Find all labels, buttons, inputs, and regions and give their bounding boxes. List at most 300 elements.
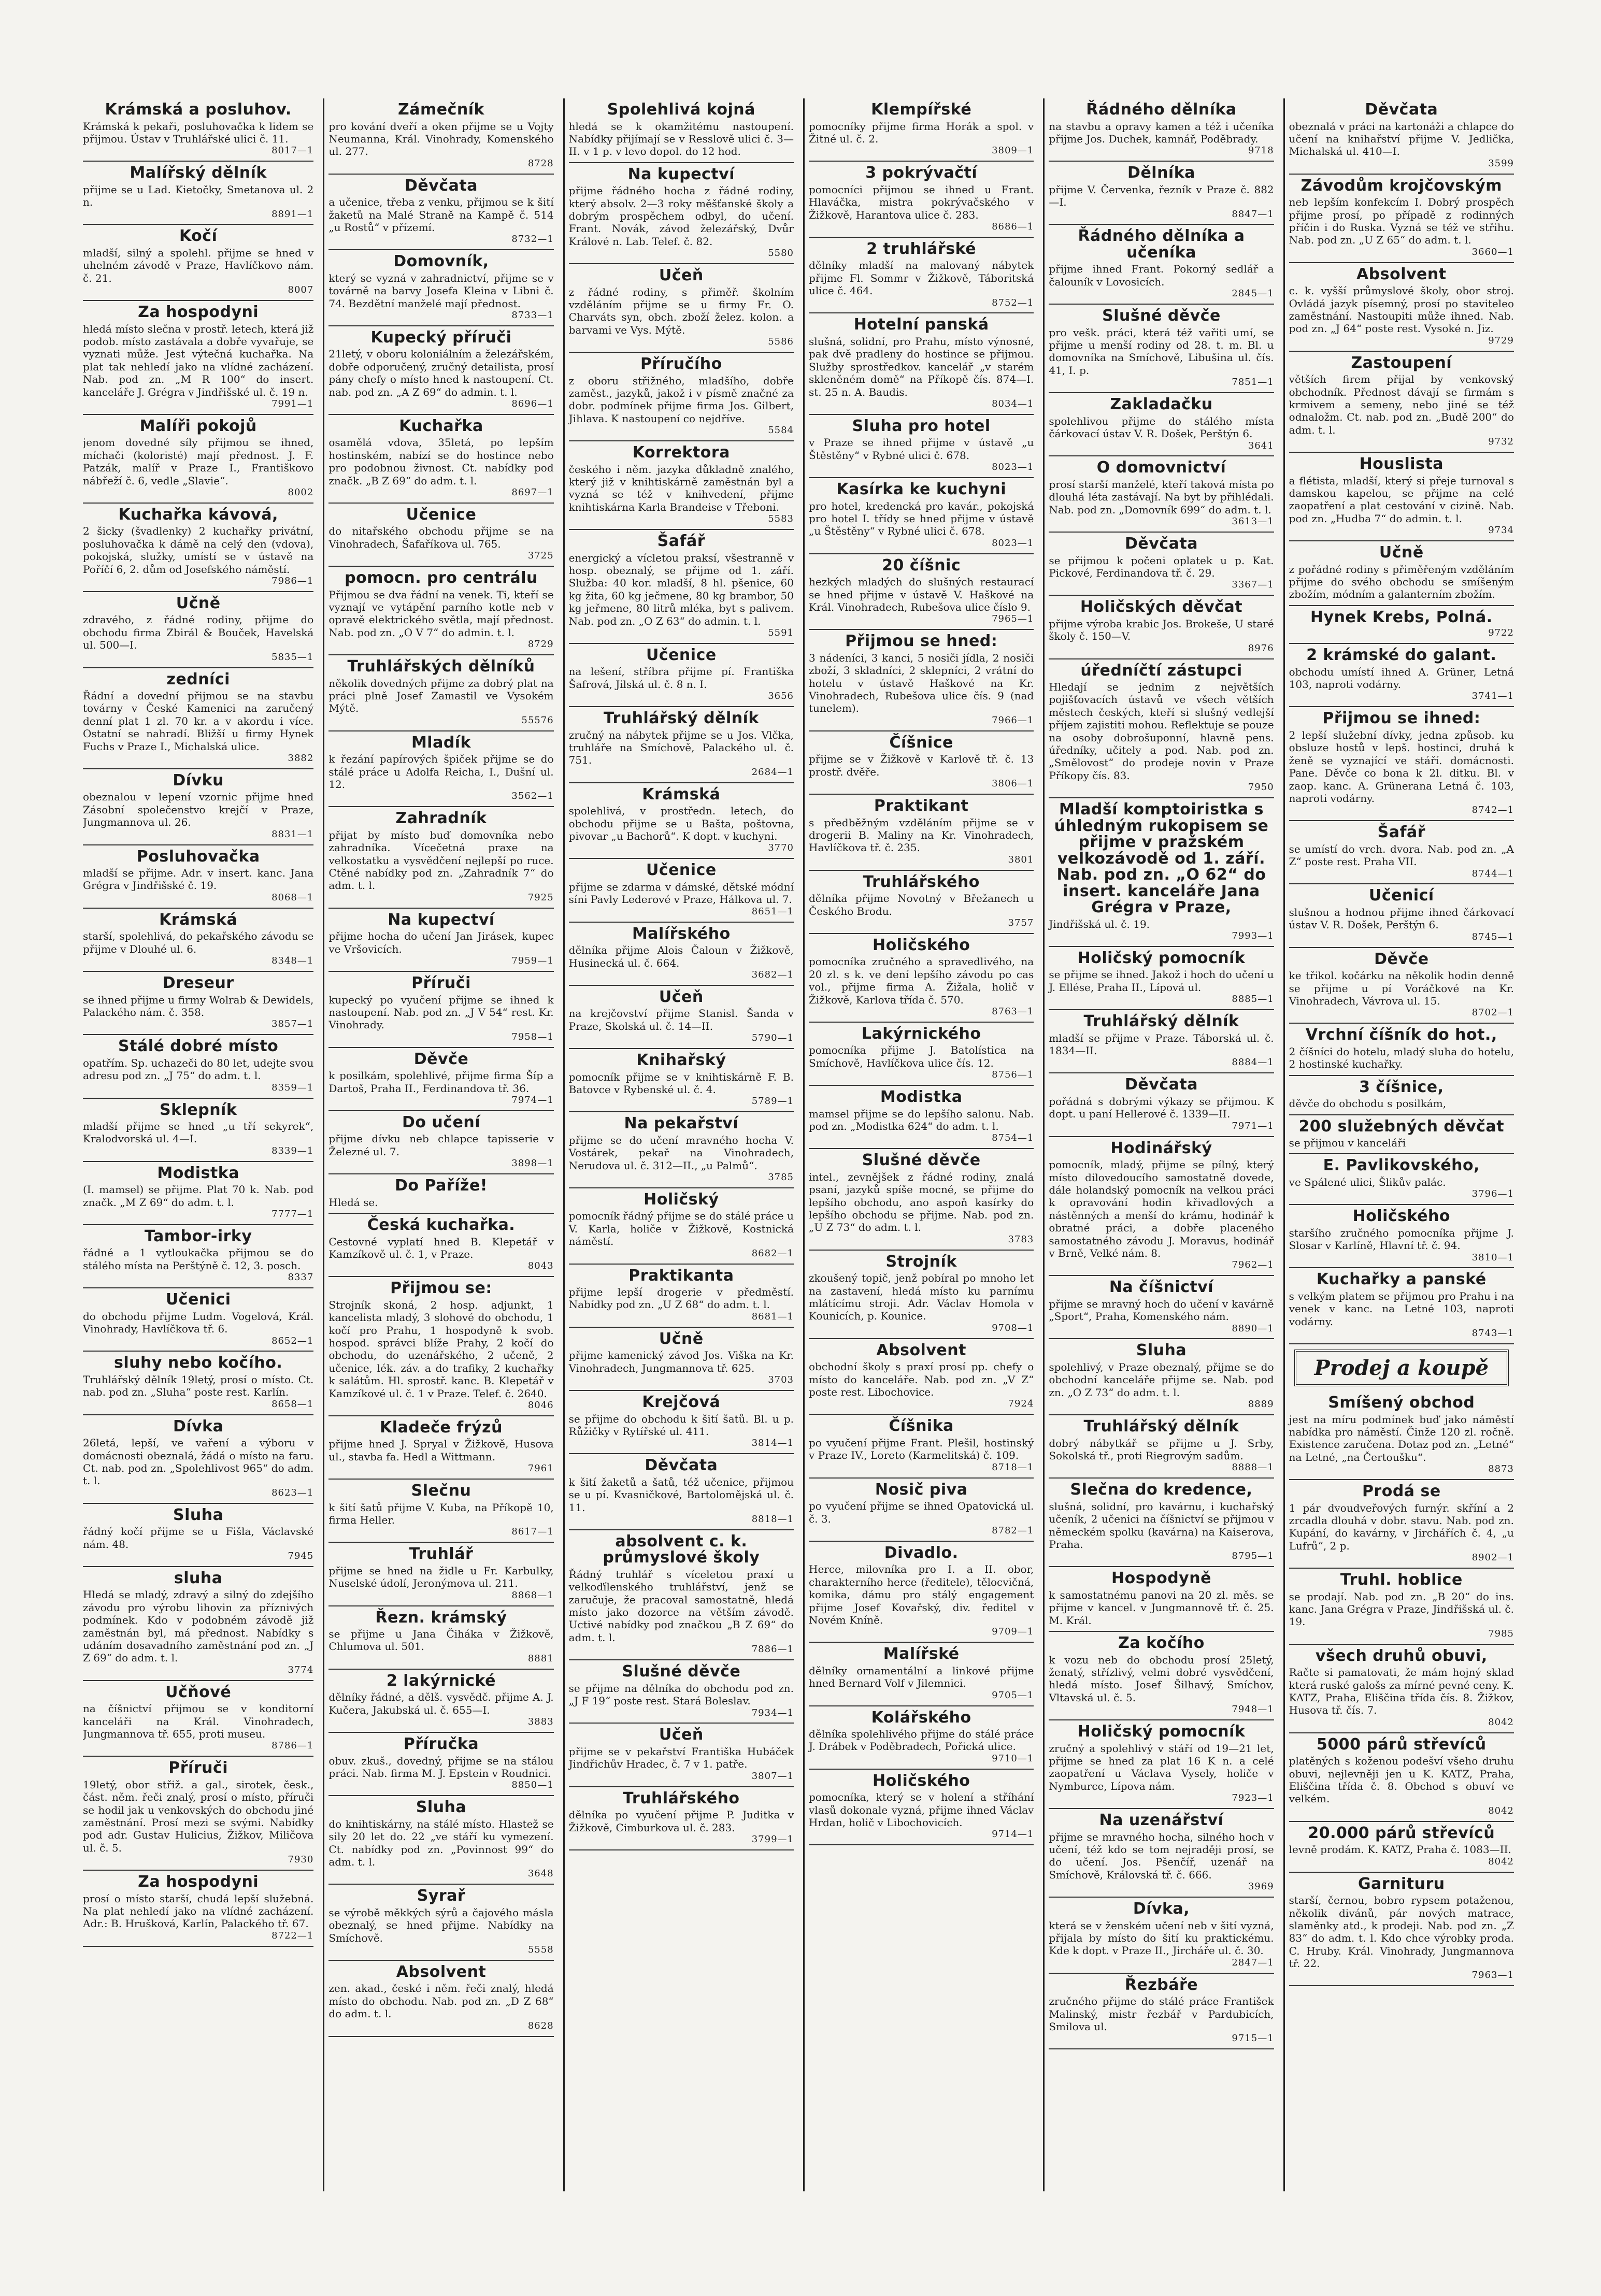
ad-code: 7963—1 bbox=[1471, 1970, 1514, 1981]
ad-title: Učně bbox=[176, 594, 221, 612]
ad-text bbox=[1289, 843, 1514, 880]
ad-body: jenom dovedné síly přijmou se ihned, míchači (koloristé) mají přednost. J. F. Patzák, malíř v Praze I., Františkovo nábřeží č. 6, vedle „Slavie“. bbox=[83, 436, 314, 487]
ad-title: Slušné děvče bbox=[1102, 307, 1221, 325]
ad-text bbox=[1049, 415, 1274, 452]
newspaper-page bbox=[83, 98, 1518, 2191]
ad-text bbox=[1289, 1176, 1514, 1200]
column-3 bbox=[563, 98, 798, 2191]
classified-ad bbox=[569, 707, 794, 783]
classified-ad bbox=[809, 554, 1034, 630]
ad-body: se přijmou k počeni oplatek u p. Kat. Pickové, Ferdinandova tř. č. 29. bbox=[1049, 554, 1274, 579]
ad-body: spolehlivý, v Praze obeznalý, přijme se do obchodní kanceláře přijme se. Nab. pod zn. „O Z 73“ do adm. t. l. bbox=[1049, 1360, 1274, 1399]
classified-ad bbox=[1289, 98, 1514, 175]
ad-code: 3725 bbox=[527, 550, 554, 562]
classified-ad bbox=[83, 1225, 313, 1288]
ad-code: 3660—1 bbox=[1471, 246, 1514, 257]
ad-text bbox=[1049, 1589, 1274, 1627]
classified-ad bbox=[328, 1670, 553, 1733]
classified-ad bbox=[328, 415, 553, 504]
ad-body: pro kování dveří a oken přijme se u Vojty Neumanna, Král. Vinohrady, Komenského ul. 277. bbox=[328, 120, 554, 158]
ad-body: přijme dívku neb chlapce tapisserie v Železné ul. 7. bbox=[328, 1132, 554, 1158]
classified-ad bbox=[83, 972, 313, 1035]
ad-title: O domovnictví bbox=[1096, 458, 1226, 477]
ad-code: 8023—1 bbox=[992, 462, 1034, 473]
ad-body: prosí o místo starší, chudá lepší služebná. Na plat nehledí jako na vlídné zacházení. Adr.: B. Hrušková, Karlín, Palackého tř. 67. bbox=[83, 1892, 314, 1930]
ad-title: Malířské bbox=[883, 1645, 960, 1663]
ad-text bbox=[328, 1565, 553, 1601]
ad-body: spolehlivá, v prostředn. letech, do obchodu přijme se u Bašta, poštovna, pivovar „u Bachorů“. K dopt. v kuchyni. bbox=[568, 805, 794, 843]
ad-code: 8795—1 bbox=[1232, 1551, 1274, 1562]
classified-ad bbox=[328, 98, 553, 175]
ad-body: na číšnictví přijmou se v konditorní kanceláři na Král. Vinohradech, Jungmannova tř. 655, proti museu. bbox=[83, 1702, 314, 1741]
ad-title: Kladeče frýzů bbox=[380, 1418, 503, 1437]
ad-text bbox=[1049, 120, 1274, 157]
ad-title: Dívka bbox=[173, 1417, 224, 1436]
ad-title: Holičský bbox=[644, 1190, 719, 1209]
ad-title: Učenice bbox=[646, 645, 717, 664]
ad-body: na krejčovství přijme Stanisl. Šanda v Praze, Skolská ul. č. 14—II. bbox=[568, 1007, 794, 1032]
classified-ad bbox=[83, 225, 313, 301]
classified-ad bbox=[569, 1265, 794, 1328]
ad-text bbox=[1049, 1095, 1274, 1132]
ad-title: Kolářského bbox=[871, 1708, 971, 1727]
ad-code: 3599 bbox=[1488, 157, 1514, 169]
ad-body: pomocník řádný přijme se do stálé práce u V. Karla, holiče v Žižkově, Kostnická náměstí. bbox=[568, 1210, 794, 1248]
ad-body: Řádní a dovední přijmou se na stavbu továrny v České Kamenici na zaručený denní plat 1 zl. 70 kr. a v akordu i více. Ostatní se nahradí. Bližší u firmy Hynek Fuchs v Praze I., Michalská ulice. bbox=[83, 690, 314, 753]
classified-ad bbox=[328, 655, 553, 731]
classified-ad bbox=[1289, 541, 1514, 606]
ad-title: Učenice bbox=[406, 505, 477, 524]
ad-body: 1 pár dvoudveřových furnýr. skříní a 2 zrcadla dlouhá v dobr. stavu. Nab. pod zn. Kupání, do kavárny, v Jirchářích č. 4, „u Lufrů“, 2 p. bbox=[1289, 1501, 1514, 1552]
classified-ad bbox=[809, 630, 1034, 731]
classified-ad bbox=[1289, 1645, 1514, 1733]
ad-text bbox=[83, 1310, 313, 1347]
ad-code: 7950 bbox=[1248, 782, 1274, 793]
ad-title: Na uzenářství bbox=[1099, 1811, 1224, 1830]
ad-code: 7965—1 bbox=[992, 613, 1034, 625]
classified-ad bbox=[569, 783, 794, 859]
classified-ad bbox=[1289, 263, 1514, 352]
classified-ad bbox=[83, 1757, 313, 1871]
ad-title: Absolvent bbox=[1356, 265, 1447, 283]
ad-title: Kasírka ke kuchyni bbox=[836, 480, 1006, 499]
ad-code: 9708—1 bbox=[992, 1322, 1034, 1333]
ad-body: 2 číšníci do hotelu, mladý sluha do hotelu, 2 hostinské kuchařky. bbox=[1289, 1045, 1514, 1071]
ad-body: přijme se v pekařství Františka Hubáček Jindřichův Hradec, č. 7 v 1. patře. bbox=[568, 1745, 794, 1771]
classified-ad bbox=[328, 567, 553, 655]
ad-body: zručný na nábytek přijme se u Jos. Vlčka, truhláře na Smíchově, Palackého ul. č. 751. bbox=[568, 728, 794, 767]
classified-ad bbox=[1289, 606, 1514, 644]
ad-title: Kočí bbox=[179, 227, 218, 246]
ad-text bbox=[328, 1691, 553, 1728]
ad-title: Vrchní číšník do hot., bbox=[1305, 1026, 1497, 1044]
ad-code: 7961 bbox=[527, 1463, 554, 1474]
classified-ad bbox=[569, 923, 794, 986]
ad-text bbox=[809, 1500, 1034, 1537]
ad-title: Kuchařky a panské bbox=[1316, 1270, 1486, 1289]
classified-ad bbox=[569, 1188, 794, 1265]
ad-body: se ihned přijme u firmy Wolrab & Dewidels, Palackého nám. č. 358. bbox=[83, 993, 314, 1018]
classified-ad bbox=[569, 1787, 794, 1850]
classified-ad bbox=[569, 859, 794, 922]
ad-body: přijme se mravný hoch do učení v kavárně „Sport“, Praha, Komenského nám. bbox=[1049, 1297, 1274, 1323]
ad-body: přijme se mravného hocha, silného hoch v učení, též kdo se tom nejraději prosí, se do učení. Jos. Pšenčíř, uzenář na Smíchově, Královská tř. č. 666. bbox=[1049, 1830, 1274, 1881]
ad-body: prosí starší manželé, kteří taková místa po dlouhá léta zastávají. Na byt by přihlédali. Nab. pod zn. „Domovník 699“ do adm. t. l. bbox=[1049, 478, 1274, 516]
ad-body: neb lepším konfekcím I. Dobrý prospěch přijme prosí, po případě z rodinných příčin i do Ruska. Vyzná se též ve střihu. Nab. pod zn. „U Z 65“ do adm. t. l. bbox=[1289, 196, 1514, 247]
classified-ad bbox=[809, 1706, 1034, 1770]
ad-title: Učňové bbox=[165, 1683, 232, 1701]
ad-code: 7958—1 bbox=[511, 1031, 554, 1042]
column-4 bbox=[803, 98, 1038, 2191]
ad-text bbox=[83, 120, 313, 157]
ad-text bbox=[1289, 120, 1514, 169]
classified-ad bbox=[328, 731, 553, 808]
ad-code: 2684—1 bbox=[751, 766, 794, 778]
ad-body: zen. akad., české i něm. řeči znalý, hledá místo do obchodu. Nab. pod zn. „D Z 68“ do adm. t. l. bbox=[328, 1982, 554, 2020]
ad-body: se přijme do obchodu k šití šatů. Bl. u p. Růžičky v Rytířské ul. 411. bbox=[568, 1412, 794, 1438]
ad-title: Malířský dělník bbox=[130, 164, 267, 182]
ad-code: 3641 bbox=[1248, 440, 1274, 451]
ad-code: 3806—1 bbox=[992, 778, 1034, 790]
ad-text bbox=[328, 1196, 553, 1209]
ad-text bbox=[83, 867, 313, 903]
ad-text bbox=[83, 1588, 313, 1675]
ad-body: kupecký po vyučení přijme se ihned k nastoupení. Nab. pod zn. „J V 54“ rest. Kr. Vinohrady. bbox=[328, 993, 554, 1031]
ad-title: Truhlářského bbox=[863, 872, 980, 891]
ad-text bbox=[328, 1501, 553, 1538]
ad-text bbox=[1049, 918, 1274, 942]
ad-code: 8686—1 bbox=[992, 221, 1034, 232]
ad-title: Hospodyně bbox=[1111, 1569, 1211, 1588]
ad-code: 9705—1 bbox=[992, 1689, 1034, 1701]
classified-ad bbox=[328, 1111, 553, 1174]
ad-title: Česká kuchařka. bbox=[367, 1216, 516, 1235]
ad-text bbox=[1049, 183, 1274, 220]
classified-ad bbox=[1289, 707, 1514, 821]
classified-ad bbox=[83, 1162, 313, 1225]
ad-title: Mladší komptoiristka s úhledným rukopisem se přijme v pražském velkozávodě od 1. září. Nab. pod zn. „O 62“ do insert. kanceláře Jana Grégra v Praze, bbox=[1054, 800, 1269, 917]
ad-title: Slečna do kredence, bbox=[1070, 1481, 1253, 1499]
ad-code: 8847—1 bbox=[1232, 208, 1274, 220]
ad-text bbox=[569, 375, 794, 437]
ad-text bbox=[1289, 1413, 1514, 1475]
classified-ad bbox=[1289, 1024, 1514, 1075]
ad-code: 8889 bbox=[1248, 1399, 1274, 1410]
classified-ad bbox=[569, 986, 794, 1049]
ad-text bbox=[1289, 1666, 1514, 1728]
classified-ad bbox=[328, 1214, 553, 1277]
ad-code: 7985 bbox=[1488, 1628, 1514, 1639]
ad-title: Krámská a posluhov. bbox=[105, 101, 292, 119]
ad-text bbox=[569, 1071, 794, 1108]
ad-code: 9709—1 bbox=[992, 1626, 1034, 1638]
ad-code: 8831—1 bbox=[271, 828, 314, 840]
ad-code: 7986—1 bbox=[271, 575, 314, 586]
ad-title: Děvčata bbox=[1365, 101, 1438, 119]
ad-title: Klempířské bbox=[871, 101, 972, 119]
ad-text bbox=[1049, 1361, 1274, 1410]
ad-body: přijme se do učení mravného hocha V. Vostárek, pekař na Vinohradech, Nerudova ul. č. 312—II., „u Palmů“. bbox=[568, 1133, 794, 1172]
ad-code: 8623—1 bbox=[271, 1487, 314, 1498]
classified-ad bbox=[83, 504, 313, 592]
classified-ad bbox=[809, 238, 1034, 314]
ad-code: 8046 bbox=[527, 1399, 554, 1411]
ad-text bbox=[809, 816, 1034, 866]
ad-title: 20 číšnic bbox=[882, 556, 961, 575]
classified-ad bbox=[83, 98, 313, 162]
ad-text bbox=[809, 1437, 1034, 1473]
ad-text bbox=[328, 1982, 553, 2031]
ad-body: pořádná s dobrými výkazy se přijmou. K dopt. u paní Hellerové č. 1339—II. bbox=[1049, 1095, 1274, 1121]
ad-text bbox=[1289, 373, 1514, 448]
classified-ad bbox=[1289, 1733, 1514, 1822]
ad-title: Knihařský bbox=[636, 1051, 726, 1070]
ad-text bbox=[328, 1069, 553, 1106]
ad-text bbox=[1289, 563, 1514, 601]
ad-body: dělníky ornamentální a linkové přijme hned Bernard Volf v Jilemnici. bbox=[809, 1664, 1034, 1690]
ad-code: 8682—1 bbox=[751, 1247, 794, 1259]
ad-title: Za kočího bbox=[1118, 1634, 1205, 1653]
ad-title: Truhlářský dělník bbox=[1083, 1417, 1239, 1436]
ad-body: Přijmou se dva řádní na venek. Ti, kteří se vyznají ve vytápění parního kotle neb v opravě elektrického světla, mají přednost. Nab. pod zn. „O V 7“ do admin. t. l. bbox=[328, 588, 554, 639]
ad-code: 5586 bbox=[768, 336, 794, 348]
ad-text bbox=[569, 805, 794, 854]
ad-body: 21letý, v oboru koloniálním a železářském, dobře odporučený, zručný detailista, prosí pány chefy o místo hned k nastoupení. Ct. nab. pod zn. „A Z 69“ do admin. t. l. bbox=[328, 348, 554, 398]
ad-body: pomocníky přijme firma Horák a spol. v Žitné ul. č. 2. bbox=[809, 120, 1034, 145]
ad-code: 5789—1 bbox=[751, 1096, 794, 1107]
classified-ad bbox=[1289, 352, 1514, 453]
ad-body: do nitařského obchodu přijme se na Vinohradech, Šafaříkova ul. 765. bbox=[328, 525, 554, 550]
ad-body: se přijme u Jana Čiháka v Žižkově, Chlumova ul. 501. bbox=[328, 1628, 554, 1653]
ad-text bbox=[809, 436, 1034, 473]
ad-code: 3969 bbox=[1248, 1881, 1274, 1892]
ad-title: Děvčata bbox=[1125, 1075, 1198, 1094]
classified-ad bbox=[1049, 1632, 1274, 1720]
ad-body: 2 šicky (švadlenky) 2 kuchařky privátní, posluhovačka k dámě na celý den (vdova), pokojská, služky, umístí se v ústavě na Poříčí 6, 2. dům od Josefského náměstí. bbox=[83, 525, 314, 576]
ad-text bbox=[83, 1702, 313, 1752]
ad-code: 8868—1 bbox=[511, 1589, 554, 1601]
ad-code: 7993—1 bbox=[1232, 930, 1274, 942]
ad-body: z oboru střižného, mladšího, dobře zaměst., jazyků, jakož i v písmě značné za dobr. podmínek přijme firma Jos. Gilbert, Jihlava. K nastoupení co nejdříve. bbox=[568, 374, 794, 425]
ad-text bbox=[1289, 1894, 1514, 1981]
ad-title: Slušné děvče bbox=[622, 1662, 741, 1681]
classified-ad bbox=[1049, 798, 1274, 947]
ad-title: Dívku bbox=[173, 771, 224, 790]
ad-text bbox=[83, 1120, 313, 1157]
ad-body: řádný kočí přijme se u Fišla, Václavské nám. 48. bbox=[83, 1525, 314, 1551]
ad-title: Lakýrnického bbox=[861, 1024, 981, 1043]
ad-text bbox=[1049, 1158, 1274, 1271]
classified-ad bbox=[809, 1086, 1034, 1149]
ad-text bbox=[1289, 729, 1514, 816]
classified-ad bbox=[83, 769, 313, 845]
ad-text bbox=[569, 1568, 794, 1655]
ad-title: E. Pavlikovského, bbox=[1323, 1156, 1480, 1175]
ad-title: Dělníka bbox=[1127, 164, 1195, 182]
ad-code: 8763—1 bbox=[992, 1006, 1034, 1017]
ad-text bbox=[569, 1210, 794, 1259]
ad-title: pomocn. pro centrálu bbox=[345, 569, 538, 587]
ad-code: 7948—1 bbox=[1232, 1704, 1274, 1715]
classified-ad bbox=[328, 1961, 553, 2037]
ad-title: Holičský pomocník bbox=[1077, 949, 1246, 967]
ad-text bbox=[1289, 1045, 1514, 1071]
ad-body: na stavbu a opravy kamen a též i učeníka přijme Jos. Duchek, kamnář, Poděbrady. bbox=[1049, 120, 1274, 145]
ad-text bbox=[569, 184, 794, 259]
ad-code: 9714—1 bbox=[992, 1829, 1034, 1840]
ad-code: 8743—1 bbox=[1471, 1328, 1514, 1339]
ad-title: Praktikanta bbox=[628, 1266, 734, 1285]
classified-ad bbox=[83, 1504, 313, 1567]
ad-title: Sklepník bbox=[160, 1100, 237, 1119]
ad-body: zručného přijme do stálé práce František Malinský, mistr řezbář v Pardubicích, Smilova ul. bbox=[1049, 1995, 1274, 2033]
ad-text bbox=[569, 1007, 794, 1044]
ad-title: Učeň bbox=[659, 987, 704, 1006]
ad-body: s velkým platem se přijmou pro Prahu i na venek v kanc. na Letné 103, naproti vodárny. bbox=[1289, 1289, 1514, 1328]
ad-title: Truhlářských dělníků bbox=[347, 657, 535, 676]
ad-body: Hledají se jednim z největších pojišťovacích ústavů ve všech větších městech českých, kteří si slušný vedlejší příjem zajistiti mohou. Reflektuje se pouze na osoby dobrošuponní, hlavně pens. úředníky, učitely a pod. Nab. pod zn. „Smělovost“ do prodeje novin v Praze Příkopy čís. 83. bbox=[1049, 681, 1274, 782]
classified-ad bbox=[569, 1530, 794, 1660]
ad-code: 55576 bbox=[521, 714, 554, 726]
ad-code: 3810—1 bbox=[1471, 1252, 1514, 1263]
ad-title: Děvčata bbox=[1125, 535, 1198, 553]
ad-body: přijme řádného hocha z řádné rodiny, který absolv. 2—3 roky měšťanské školy a dobrým prospěchem odbyl, do učení. Frant. Novák, závod železářský, Dvůr Králové n. Lab. Telef. č. 82. bbox=[568, 184, 794, 248]
ad-code: 7962—1 bbox=[1232, 1259, 1274, 1271]
classified-ad bbox=[1049, 1276, 1274, 1339]
classified-ad bbox=[328, 1277, 553, 1416]
ad-body: slušnou a hodnou přijme ihned čárkovací ústav V. R. Došek, Perštýn 6. bbox=[1289, 906, 1514, 931]
ad-text bbox=[809, 892, 1034, 929]
ad-text bbox=[328, 272, 553, 321]
classified-ad bbox=[1049, 393, 1274, 456]
ad-body: přijme kamenický závod Jos. Viška na Kr. Vinohradech, Jungmannova tř. 625. bbox=[568, 1349, 794, 1374]
classified-ad bbox=[569, 1724, 794, 1787]
ad-text bbox=[809, 652, 1034, 726]
ad-title: Houslista bbox=[1359, 455, 1444, 473]
ad-body: na lešení, stříbra přijme pí. Františka Šafrová, Jilská ul. č. 8 n. I. bbox=[568, 665, 794, 691]
ad-text bbox=[328, 1818, 553, 1880]
ad-text bbox=[1289, 284, 1514, 347]
ad-text bbox=[83, 1246, 313, 1283]
ad-title: Hodinářský bbox=[1110, 1139, 1212, 1157]
ad-code: 2845—1 bbox=[1232, 288, 1274, 299]
ad-text bbox=[83, 1778, 313, 1866]
ad-title: Učně bbox=[1379, 543, 1424, 562]
ad-title: Číšnika bbox=[889, 1417, 954, 1436]
ad-body: k řezání papírových špiček přijme se do stálé práce u Adolfa Reicha, I., Dušní ul. 12. bbox=[328, 753, 554, 791]
ad-title: Korrektora bbox=[632, 443, 730, 462]
ad-body: do obchodu přijme Ludm. Vogelová, Král. Vinohrady, Havlíčkova tř. 6. bbox=[83, 1310, 314, 1336]
ad-title: absolvent c. k. průmyslové školy bbox=[603, 1532, 760, 1567]
ad-text bbox=[328, 677, 553, 726]
ad-title: Sluha bbox=[1136, 1341, 1187, 1360]
classified-ad bbox=[1289, 1480, 1514, 1569]
ad-code: 8002 bbox=[288, 486, 314, 498]
ad-code: 7945 bbox=[288, 1550, 314, 1561]
ad-body: přijme hned J. Spryal v Žižkově, Husova ul., stavba fa. Hedl a Wittmann. bbox=[328, 1438, 554, 1463]
ad-code: 8976 bbox=[1248, 642, 1274, 654]
classified-ad bbox=[569, 1391, 794, 1454]
ad-text bbox=[809, 1272, 1034, 1334]
ad-title: Domovník, bbox=[393, 252, 489, 271]
ad-text bbox=[1289, 906, 1514, 943]
ad-title: Za hospodyni bbox=[138, 1873, 259, 1891]
ad-body: přijat by místo buď domovníka nebo zahradníka. Vícečetná praxe na velkostatku a vysvědčení nejlepší po ruce. Ctěné nabídky pod zn. „Zahradník 7“ do adm. t. l. bbox=[328, 828, 554, 892]
ad-code: 8017—1 bbox=[271, 145, 314, 156]
ad-body: přijme lepší drogerie v předměstí. Nabídky pod zn. „U Z 68“ do adm. t. l. bbox=[568, 1286, 794, 1311]
ad-title: Sluha pro hotel bbox=[852, 417, 991, 435]
ad-text bbox=[569, 463, 794, 525]
ad-body: starší, spolehlivá, do pekařského závodu se přijme v Dlouhé ul. 6. bbox=[83, 930, 314, 955]
ad-code: 8042 bbox=[1488, 1805, 1514, 1816]
ad-code: 5580 bbox=[768, 248, 794, 259]
ad-code: 8873 bbox=[1488, 1463, 1514, 1475]
ad-title: Zakladačku bbox=[1110, 395, 1213, 414]
ad-code: 8034—1 bbox=[992, 398, 1034, 409]
classified-ad bbox=[83, 668, 313, 769]
ad-title: Truhl. hoblice bbox=[1340, 1571, 1463, 1589]
ad-text bbox=[328, 994, 553, 1043]
ad-code: 8890—1 bbox=[1232, 1323, 1274, 1334]
ad-text bbox=[809, 500, 1034, 549]
ad-title: Garnituru bbox=[1358, 1874, 1445, 1893]
ad-text bbox=[809, 259, 1034, 308]
ad-title: Do učení bbox=[402, 1113, 481, 1131]
ad-title: 3 pokrývačtí bbox=[865, 164, 978, 182]
classified-ad bbox=[1049, 1974, 1274, 2050]
ad-text bbox=[569, 1745, 794, 1782]
classified-ad bbox=[809, 1479, 1034, 1542]
ad-title: Příruči bbox=[168, 1759, 228, 1777]
ad-title: Příručího bbox=[640, 355, 722, 374]
ad-text bbox=[328, 436, 553, 498]
column-1 bbox=[83, 98, 318, 2191]
ad-text bbox=[809, 1728, 1034, 1764]
classified-ad bbox=[1289, 1154, 1514, 1205]
ad-body: k šití šatů přijme V. Kuba, na Příkopě 10, firma Heller. bbox=[328, 1501, 554, 1526]
ad-title: Za hospodyni bbox=[138, 303, 259, 322]
ad-text bbox=[1049, 1500, 1274, 1562]
classified-ad bbox=[809, 795, 1034, 871]
ad-title: Přijmou se hned: bbox=[845, 632, 998, 651]
classified-ad bbox=[1049, 162, 1274, 225]
ad-title: Učeň bbox=[659, 1726, 704, 1744]
classified-ad bbox=[83, 1415, 313, 1504]
ad-text bbox=[83, 613, 313, 663]
ad-code: 8745—1 bbox=[1471, 931, 1514, 942]
ad-text bbox=[1289, 1290, 1514, 1339]
ad-code: 5558 bbox=[527, 1944, 554, 1955]
ad-body: pomocníci přijmou se ihned u Frant. Hlaváčka, mistra pokrývačského v Žižkově, Harantova ulice č. 283. bbox=[809, 183, 1034, 221]
ad-text bbox=[83, 1183, 313, 1220]
column-6 bbox=[1283, 98, 1518, 2191]
ad-title: sluha bbox=[174, 1569, 223, 1587]
ad-title: Syrař bbox=[417, 1887, 466, 1905]
ad-title: 5000 párů střevíců bbox=[1317, 1735, 1486, 1754]
classified-ad bbox=[83, 592, 313, 668]
classified-ad bbox=[569, 163, 794, 264]
ad-text bbox=[569, 1134, 794, 1183]
ad-body: k šití žaketů a šatů, též učenice, přijmou se u pí. Kvasničkové, Bartolomějská ul. č. 11. bbox=[568, 1475, 794, 1514]
ad-code: 3682—1 bbox=[751, 969, 794, 980]
ad-body: zkoušený topič, jenž pobíral po mnoho let na zastavení, hledá místo ku parnímu mlátícímu stroji. Adr. Václav Homola v Kounicích, p. Kounice. bbox=[809, 1272, 1034, 1323]
ad-body: Račte si pamatovati, že mám hojný sklad která ruské galošs za mírné pevné ceny. K. KATZ, Praha, Eliščina třída čís. 8. Žižkov, Husova tř. čís. 7. bbox=[1289, 1666, 1514, 1717]
ad-text bbox=[809, 1044, 1034, 1081]
ad-code: 8702—1 bbox=[1471, 1007, 1514, 1018]
ad-text bbox=[1289, 1137, 1514, 1149]
classified-ad bbox=[809, 1542, 1034, 1643]
classified-ad bbox=[328, 1480, 553, 1543]
